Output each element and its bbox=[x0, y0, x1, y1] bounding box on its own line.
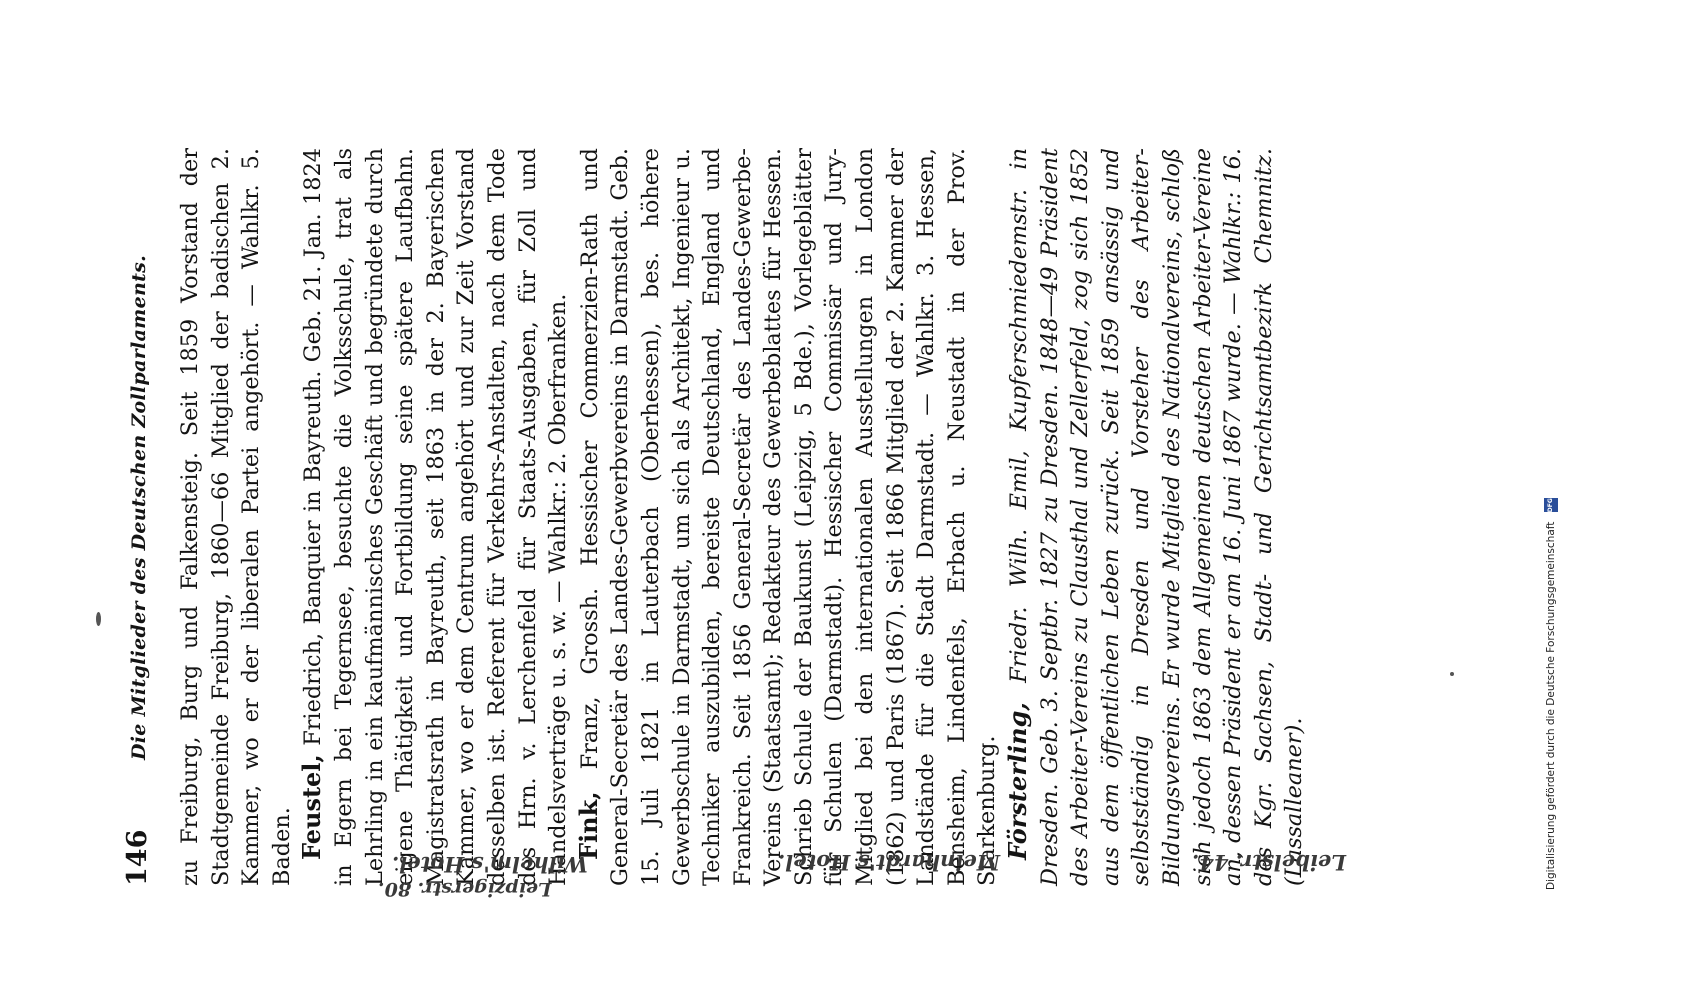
bleed-through-text: Meinhardt's Hotel. bbox=[778, 850, 1000, 875]
digitization-notice bbox=[1540, 30, 1562, 890]
running-title: Die Mitglieder des Deutschen Zollparlaments. bbox=[128, 254, 150, 760]
page-number: 146 bbox=[122, 829, 153, 886]
digitization-notice-text: Digitalisierung gefördert durch die Deutsche Forschungsgemeinschaft bbox=[1545, 521, 1557, 890]
rotated-page bbox=[120, 40, 1500, 900]
entry-foersterling bbox=[1003, 148, 1310, 886]
entry-continuation bbox=[175, 148, 297, 886]
page-header bbox=[120, 40, 160, 900]
entry-feustel bbox=[297, 148, 573, 886]
bleed-through-text: Leipzigerstr. 80. bbox=[378, 878, 552, 900]
bleed-through-text: Wilhelm's Hotel. bbox=[392, 852, 588, 877]
digitization-strip bbox=[1540, 10, 1566, 890]
ink-speck bbox=[1450, 672, 1454, 676]
entry-name: Feustel, bbox=[297, 754, 327, 860]
entry-name: Försterling, bbox=[1003, 702, 1033, 860]
entry-text: zu Freiburg, Burg und Falkensteig. Seit 1859 Vorstand der Stadtgemeinde Freiburg, 1860—66 Mitglied der badischen 2. Kammer, wo er der liberalen Partei angehört. — Wahlkr. 5. Baden. bbox=[177, 148, 295, 886]
entry-text: Friedr. Wilh. Emil, Kupferschmiedemstr. in Dresden. Geb. 3. Septbr. 1827 zu Dresden. 1848—49 Präsident des Arbeiter-Vereins zu Clausthal und Zellerfeld, zog sich 1852 aus dem öffentlichen Leben zurück. Seit 1859 ansässig und selbstständig in Dresden und Vorsteher des Arbeiter-Bildungsvereins. Er wurde Mitglied des Nationalvereins, schloß sich jedoch 1863 dem Allgemeinen deutschen Arbeiter-Vereine an, dessen Präsident er am 16. Juni 1867 wurde. — Wahlkr.: 16. des Kgr. Sachsen, Stadt- und Gerichtsamtbezirk Chemnitz. (Lassalleaner). bbox=[1006, 148, 1308, 886]
dfg-logo-icon: DFG bbox=[1544, 498, 1558, 512]
body-text bbox=[175, 148, 1310, 886]
ink-speck bbox=[96, 612, 101, 626]
entry-fink bbox=[574, 148, 1003, 886]
bleed-through-text: Leibelstr. 44. bbox=[1192, 850, 1346, 875]
entry-text: Franz, Grossh. Hessischer Commerzien-Rath und General-Secretär des Landes-Gewerbvereins in Darmstadt. Geb. 15. Juli 1821 in Lauterbach (Oberhessen), bes. höhere Gewerbschule in Darmstadt, um sich als Architekt, Ingenieur u. Techniker auszubilden, bereiste Deutschland, England und Frankreich. Seit 1856 General-Secretär des Landes-Gewerbe-Vereins (Staatsamt); Redakteur des Gewerbeblattes für Hessen. Schrieb Schule der Baukunst (Leipzig, 5 Bde.), Vorlegeblätter für Schulen (Darmstadt). Hessischer Commissär und Jury-Mitglied bei den internationalen Ausstellungen in London (1862) und Paris (1867). Seit 1866 Mitglied der 2. Kammer der Landstände für die Stadt Darmstadt. — Wahlkr. 3. Hessen, Bensheim, Lindenfels, Erbach u. Neustadt in der Prov. Starkenburg. bbox=[576, 148, 1001, 886]
entry-text: Friedrich, Banquier in Bayreuth. Geb. 21. Jan. 1824 in Egern bei Tegernsee, besuchte die Volksschule, trat als Lehrling in ein kaufmännisches Geschäft und begründete durch eigene Thätigkeit und Fortbildung seine spätere Laufbahn. Magistratsrath in Bayreuth, seit 1863 in der 2. Bayerischen Kammer, wo er dem Centrum angehört und zur Zeit Vorstand desselben ist. Referent für Verkehrs-Anstalten, nach dem Tode des Hrn. v. Lerchenfeld für Staats-Ausgaben, für Zoll und Handelsverträge u. s. w. — Wahlkr.: 2. Oberfranken. bbox=[300, 148, 572, 886]
entry-name: Fink, bbox=[573, 791, 603, 860]
